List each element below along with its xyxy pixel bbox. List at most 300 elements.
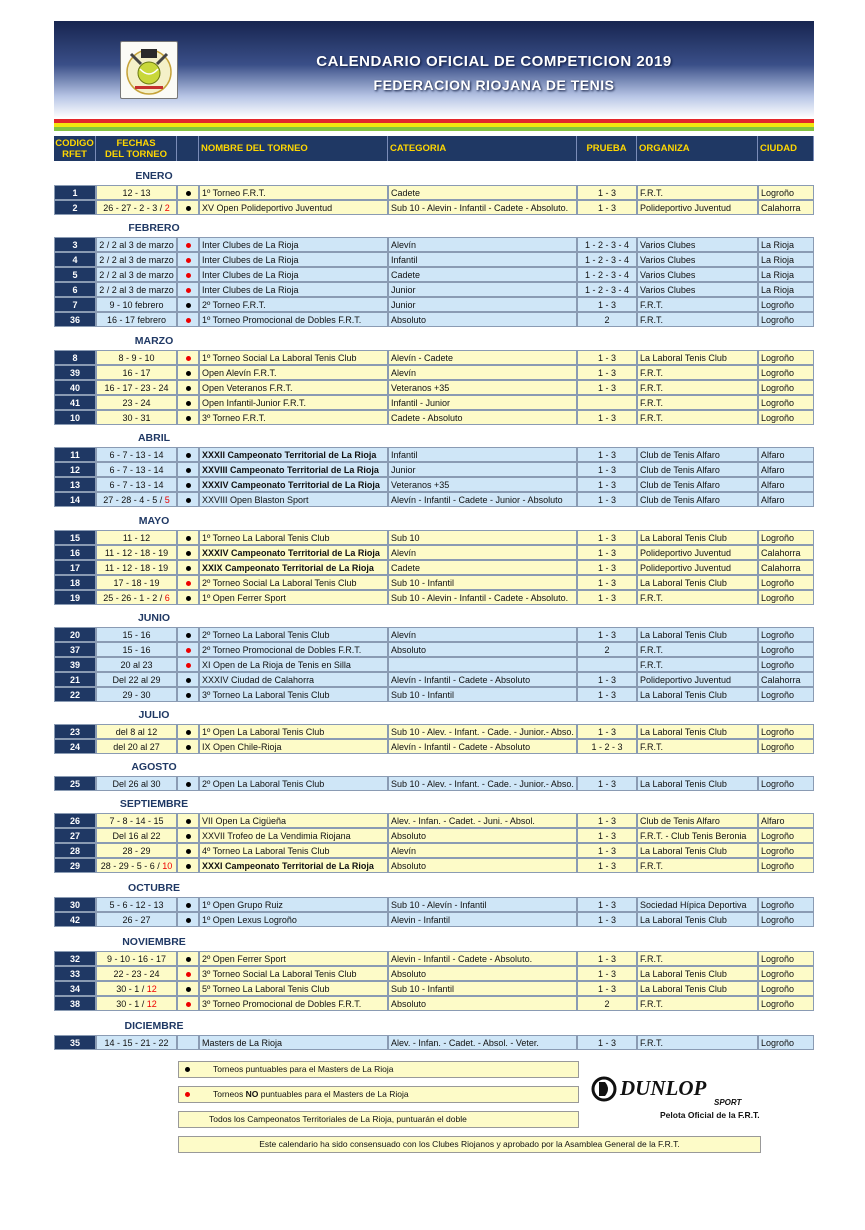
row-category: Cadete <box>388 185 577 200</box>
row-dates: 17 - 18 - 19 <box>96 575 177 590</box>
red-dot-icon <box>186 243 191 248</box>
red-dot-icon <box>186 1002 191 1007</box>
row-tournament-name: 1º Open La Laboral Tenis Club <box>199 724 388 739</box>
row-category: Alev. - Infan. - Cadet. - Juni. - Absol. <box>388 813 577 828</box>
table-row <box>54 447 814 462</box>
row-ciudad: Logroño <box>758 410 814 425</box>
row-tournament-name: Inter Clubes de La Rioja <box>199 282 388 297</box>
header-code: CODIGO RFET <box>54 136 96 161</box>
row-category: Sub 10 - Alevin - Infantil - Cadete - Absoluto. <box>388 590 577 605</box>
table-row <box>54 267 814 282</box>
row-category <box>388 657 577 672</box>
row-tournament-name: Inter Clubes de La Rioja <box>199 267 388 282</box>
row-dot-cell <box>177 966 199 981</box>
table-row <box>54 897 814 912</box>
row-organiza: F.R.T. <box>637 380 758 395</box>
row-code: 5 <box>54 267 96 282</box>
row-dates: 29 - 30 <box>96 687 177 702</box>
row-code: 36 <box>54 312 96 327</box>
row-prueba: 2 <box>577 642 637 657</box>
row-ciudad: Logroño <box>758 657 814 672</box>
row-code: 12 <box>54 462 96 477</box>
row-code: 28 <box>54 843 96 858</box>
black-dot-icon <box>186 834 191 839</box>
month-heading: DICIEMBRE <box>124 1020 184 1032</box>
black-dot-icon <box>186 401 191 406</box>
row-dot-cell <box>177 724 199 739</box>
row-category: Alevin - Infantil - Cadete - Absoluto. <box>388 951 577 966</box>
row-category: Sub 10 - Alev. - Infant. - Cade. - Junior.- Abso. <box>388 776 577 791</box>
row-prueba: 1 - 3 <box>577 185 637 200</box>
row-dates: 14 - 15 - 21 - 22 <box>96 1035 177 1050</box>
row-dot-cell <box>177 365 199 380</box>
row-organiza: La Laboral Tenis Club <box>637 687 758 702</box>
row-dot-cell <box>177 545 199 560</box>
row-dates: 6 - 7 - 13 - 14 <box>96 462 177 477</box>
row-tournament-name: VII Open La Cigüeña <box>199 813 388 828</box>
row-ciudad: Logroño <box>758 380 814 395</box>
row-code: 11 <box>54 447 96 462</box>
row-category: Alevín <box>388 843 577 858</box>
row-prueba: 1 - 3 <box>577 1035 637 1050</box>
row-tournament-name: 4º Torneo La Laboral Tenis Club <box>199 843 388 858</box>
row-ciudad: Logroño <box>758 828 814 843</box>
black-dot-icon <box>186 416 191 421</box>
row-dates: 30 - 1 / 12 <box>96 981 177 996</box>
black-dot-icon <box>186 551 191 556</box>
row-dates: del 8 al 12 <box>96 724 177 739</box>
red-dot-icon <box>186 318 191 323</box>
row-category: Veteranos +35 <box>388 380 577 395</box>
red-dot-icon <box>186 288 191 293</box>
row-dot-cell <box>177 282 199 297</box>
row-prueba: 1 - 3 <box>577 380 637 395</box>
header-prueba: PRUEBA <box>577 136 637 161</box>
black-dot-icon <box>186 819 191 824</box>
row-organiza: F.R.T. <box>637 858 758 873</box>
row-category: Absoluto <box>388 828 577 843</box>
table-row <box>54 297 814 312</box>
row-prueba: 1 - 3 <box>577 672 637 687</box>
black-dot-icon <box>186 596 191 601</box>
row-organiza: Polideportivo Juventud <box>637 200 758 215</box>
legend-double <box>178 1111 579 1128</box>
row-ciudad: Alfaro <box>758 477 814 492</box>
row-category: Sub 10 - Infantil <box>388 981 577 996</box>
row-dates: 15 - 16 <box>96 627 177 642</box>
row-dot-cell <box>177 237 199 252</box>
row-ciudad: Logroño <box>758 843 814 858</box>
row-dot-cell <box>177 687 199 702</box>
row-ciudad: Alfaro <box>758 447 814 462</box>
row-organiza: Varios Clubes <box>637 237 758 252</box>
row-ciudad: Logroño <box>758 897 814 912</box>
black-dot-icon <box>186 633 191 638</box>
header-dot <box>177 136 199 161</box>
row-tournament-name: 1º Torneo La Laboral Tenis Club <box>199 530 388 545</box>
month-heading: MAYO <box>138 515 170 527</box>
table-row <box>54 560 814 575</box>
row-dates: 9 - 10 - 16 - 17 <box>96 951 177 966</box>
row-code: 14 <box>54 492 96 507</box>
row-tournament-name: Masters de La Rioja <box>199 1035 388 1050</box>
table-row <box>54 200 814 215</box>
red-dot-icon <box>186 972 191 977</box>
row-dates: Del 16 al 22 <box>96 828 177 843</box>
row-dot-cell <box>177 200 199 215</box>
row-organiza: La Laboral Tenis Club <box>637 966 758 981</box>
row-organiza: F.R.T. - Club Tenis Beronia <box>637 828 758 843</box>
red-dot-icon <box>186 273 191 278</box>
row-organiza: La Laboral Tenis Club <box>637 912 758 927</box>
row-category: Alevín - Infantil - Cadete - Absoluto <box>388 739 577 754</box>
row-tournament-name: 2º Torneo La Laboral Tenis Club <box>199 627 388 642</box>
row-dot-cell <box>177 642 199 657</box>
black-dot-icon <box>186 918 191 923</box>
table-row <box>54 590 814 605</box>
table-row <box>54 462 814 477</box>
row-dot-cell <box>177 297 199 312</box>
row-organiza: F.R.T. <box>637 395 758 410</box>
row-prueba: 1 - 3 <box>577 575 637 590</box>
row-dot-cell <box>177 575 199 590</box>
row-code: 21 <box>54 672 96 687</box>
row-dot-cell <box>177 410 199 425</box>
table-row <box>54 912 814 927</box>
row-tournament-name: XXVIII Campeonato Territorial de La Rioja <box>199 462 388 477</box>
row-category: Infantil <box>388 447 577 462</box>
black-dot-icon <box>186 483 191 488</box>
row-tournament-name: 3º Torneo F.R.T. <box>199 410 388 425</box>
row-ciudad: Logroño <box>758 350 814 365</box>
table-row <box>54 813 814 828</box>
dunlop-sport: SPORT <box>714 1098 742 1107</box>
row-dates: 12 - 13 <box>96 185 177 200</box>
table-header <box>54 136 814 161</box>
row-dates: 25 - 26 - 1 - 2 / 6 <box>96 590 177 605</box>
row-code: 6 <box>54 282 96 297</box>
row-ciudad: Alfaro <box>758 492 814 507</box>
red-dot-icon <box>186 356 191 361</box>
row-prueba: 1 - 3 <box>577 828 637 843</box>
row-organiza: Club de Tenis Alfaro <box>637 477 758 492</box>
header-dates: FECHAS DEL TORNEO <box>96 136 177 161</box>
row-organiza: Club de Tenis Alfaro <box>637 462 758 477</box>
red-dot-icon <box>186 663 191 668</box>
row-dot-cell <box>177 530 199 545</box>
row-category: Absoluto <box>388 966 577 981</box>
row-dates: 26 - 27 - 2 - 3 / 2 <box>96 200 177 215</box>
black-dot-icon <box>186 864 191 869</box>
row-dates: 6 - 7 - 13 - 14 <box>96 447 177 462</box>
row-category: Absoluto <box>388 858 577 873</box>
month-heading: MARZO <box>134 335 174 347</box>
row-category: Infantil - Junior <box>388 395 577 410</box>
row-tournament-name: IX Open Chile-Rioja <box>199 739 388 754</box>
table-row <box>54 996 814 1011</box>
row-code: 16 <box>54 545 96 560</box>
header-banner <box>54 21 814 118</box>
legend-black <box>178 1061 579 1078</box>
row-organiza: F.R.T. <box>637 951 758 966</box>
row-code: 20 <box>54 627 96 642</box>
month-heading: ENERO <box>135 170 173 182</box>
row-organiza: La Laboral Tenis Club <box>637 530 758 545</box>
row-dates: 2 / 2 al 3 de marzo <box>96 252 177 267</box>
row-ciudad: Logroño <box>758 312 814 327</box>
row-organiza: F.R.T. <box>637 1035 758 1050</box>
row-category: Junior <box>388 462 577 477</box>
row-prueba: 1 - 2 - 3 - 4 <box>577 282 637 297</box>
row-tournament-name: 2º Torneo Social La Laboral Tenis Club <box>199 575 388 590</box>
dunlop-tagline: Pelota Oficial de la F.R.T. <box>660 1110 760 1120</box>
row-ciudad: Logroño <box>758 185 814 200</box>
row-dot-cell <box>177 447 199 462</box>
red-dot-icon <box>186 648 191 653</box>
table-row <box>54 828 814 843</box>
row-code: 24 <box>54 739 96 754</box>
row-prueba: 1 - 3 <box>577 813 637 828</box>
row-ciudad: Logroño <box>758 858 814 873</box>
row-dates: Del 22 al 29 <box>96 672 177 687</box>
table-row <box>54 252 814 267</box>
legend-double-text: Todos los Campeonatos Territoriales de La Rioja, puntuarán el doble <box>209 1114 467 1124</box>
black-dot-icon <box>186 987 191 992</box>
table-row <box>54 365 814 380</box>
table-row <box>54 477 814 492</box>
row-dates: 20 al 23 <box>96 657 177 672</box>
row-code: 33 <box>54 966 96 981</box>
row-tournament-name: 2º Open Ferrer Sport <box>199 951 388 966</box>
row-prueba: 1 - 3 <box>577 297 637 312</box>
row-dates: 11 - 12 - 18 - 19 <box>96 545 177 560</box>
row-tournament-name: 3º Torneo Social La Laboral Tenis Club <box>199 966 388 981</box>
row-ciudad: Logroño <box>758 530 814 545</box>
row-prueba: 1 - 3 <box>577 200 637 215</box>
row-code: 30 <box>54 897 96 912</box>
row-tournament-name: XXXI Campeonato Territorial de La Rioja <box>199 858 388 873</box>
row-code: 2 <box>54 200 96 215</box>
row-code: 41 <box>54 395 96 410</box>
row-dot-cell <box>177 828 199 843</box>
color-stripes <box>54 119 814 131</box>
row-dot-cell <box>177 858 199 873</box>
row-category: Cadete - Absoluto <box>388 410 577 425</box>
row-tournament-name: Inter Clubes de La Rioja <box>199 252 388 267</box>
row-organiza: F.R.T. <box>637 365 758 380</box>
row-prueba: 1 - 3 <box>577 462 637 477</box>
row-ciudad: Alfaro <box>758 462 814 477</box>
row-organiza: La Laboral Tenis Club <box>637 981 758 996</box>
row-dates: 9 - 10 febrero <box>96 297 177 312</box>
month-heading: ABRIL <box>137 432 171 444</box>
row-category: Sub 10 - Infantil <box>388 575 577 590</box>
row-code: 23 <box>54 724 96 739</box>
row-dates: 16 - 17 febrero <box>96 312 177 327</box>
month-heading: AGOSTO <box>131 761 177 773</box>
table-row <box>54 410 814 425</box>
row-dates: 30 - 31 <box>96 410 177 425</box>
row-category: Sub 10 - Alevin - Infantil - Cadete - Absoluto. <box>388 200 577 215</box>
row-category: Alevín <box>388 237 577 252</box>
row-prueba: 1 - 3 <box>577 858 637 873</box>
legend-black-text: Torneos puntuables para el Masters de La Rioja <box>213 1064 394 1074</box>
table-row <box>54 672 814 687</box>
row-category: Sub 10 <box>388 530 577 545</box>
row-ciudad: Logroño <box>758 912 814 927</box>
row-dot-cell <box>177 380 199 395</box>
legend-red <box>178 1086 579 1103</box>
row-tournament-name: 2º Torneo Promocional de Dobles F.R.T. <box>199 642 388 657</box>
black-dot-icon <box>186 745 191 750</box>
row-organiza: F.R.T. <box>637 996 758 1011</box>
row-prueba: 1 - 3 <box>577 951 637 966</box>
row-prueba: 1 - 3 <box>577 350 637 365</box>
black-dot-icon <box>186 453 191 458</box>
row-dot-cell <box>177 560 199 575</box>
row-organiza: Varios Clubes <box>637 282 758 297</box>
table-row <box>54 657 814 672</box>
row-prueba: 2 <box>577 996 637 1011</box>
row-code: 39 <box>54 365 96 380</box>
black-dot-icon <box>186 678 191 683</box>
row-dot-cell <box>177 843 199 858</box>
row-prueba: 1 - 3 <box>577 687 637 702</box>
row-organiza: F.R.T. <box>637 642 758 657</box>
row-dot-cell <box>177 776 199 791</box>
row-tournament-name: 1º Open Ferrer Sport <box>199 590 388 605</box>
row-ciudad: Calahorra <box>758 560 814 575</box>
legend-red-text: Torneos NO puntuables para el Masters de La Rioja <box>213 1089 409 1099</box>
row-code: 32 <box>54 951 96 966</box>
row-prueba: 1 - 3 <box>577 966 637 981</box>
row-organiza: Varios Clubes <box>637 252 758 267</box>
row-prueba <box>577 657 637 672</box>
row-dot-cell <box>177 739 199 754</box>
row-organiza: Varios Clubes <box>637 267 758 282</box>
row-tournament-name: XXXIV Campeonato Territorial de La Rioja <box>199 545 388 560</box>
row-tournament-name: 2º Open La Laboral Tenis Club <box>199 776 388 791</box>
row-code: 25 <box>54 776 96 791</box>
table-row <box>54 185 814 200</box>
black-dot-icon <box>186 386 191 391</box>
row-dates: 8 - 9 - 10 <box>96 350 177 365</box>
row-dates: 15 - 16 <box>96 642 177 657</box>
table-row <box>54 843 814 858</box>
row-category: Alevin - Infantil <box>388 912 577 927</box>
row-category: Alevín - Infantil - Cadete - Absoluto <box>388 672 577 687</box>
row-ciudad: Logroño <box>758 642 814 657</box>
row-ciudad: Calahorra <box>758 672 814 687</box>
row-organiza: Polideportivo Juventud <box>637 560 758 575</box>
table-row <box>54 739 814 754</box>
row-dot-cell <box>177 1035 199 1050</box>
row-prueba: 1 - 3 <box>577 477 637 492</box>
row-prueba: 1 - 3 <box>577 724 637 739</box>
row-dot-cell <box>177 627 199 642</box>
row-prueba <box>577 395 637 410</box>
row-code: 4 <box>54 252 96 267</box>
month-heading: NOVIEMBRE <box>122 936 186 948</box>
row-code: 7 <box>54 297 96 312</box>
row-tournament-name: 1º Torneo Promocional de Dobles F.R.T. <box>199 312 388 327</box>
row-tournament-name: Open Infantil-Junior F.R.T. <box>199 395 388 410</box>
row-dot-cell <box>177 981 199 996</box>
header-ciudad: CIUDAD <box>758 136 814 161</box>
row-prueba: 1 - 2 - 3 - 4 <box>577 252 637 267</box>
row-dot-cell <box>177 897 199 912</box>
row-organiza: F.R.T. <box>637 297 758 312</box>
black-dot-icon <box>186 206 191 211</box>
row-ciudad: Logroño <box>758 575 814 590</box>
row-code: 3 <box>54 237 96 252</box>
table-row <box>54 1035 814 1050</box>
row-prueba: 1 - 2 - 3 - 4 <box>577 237 637 252</box>
row-organiza: Sociedad Hípica Deportiva <box>637 897 758 912</box>
row-code: 39 <box>54 657 96 672</box>
row-dot-cell <box>177 185 199 200</box>
row-dot-cell <box>177 912 199 927</box>
row-code: 19 <box>54 590 96 605</box>
row-dot-cell <box>177 672 199 687</box>
row-organiza: La Laboral Tenis Club <box>637 843 758 858</box>
row-category: Junior <box>388 297 577 312</box>
row-prueba: 1 - 3 <box>577 530 637 545</box>
row-code: 38 <box>54 996 96 1011</box>
row-organiza: Polideportivo Juventud <box>637 545 758 560</box>
row-dot-cell <box>177 813 199 828</box>
table-row <box>54 312 814 327</box>
row-prueba: 1 - 3 <box>577 897 637 912</box>
row-dot-cell <box>177 312 199 327</box>
row-dates: 7 - 8 - 14 - 15 <box>96 813 177 828</box>
row-dates: Del 26 al 30 <box>96 776 177 791</box>
row-tournament-name: Open Veteranos F.R.T. <box>199 380 388 395</box>
row-dot-cell <box>177 951 199 966</box>
row-tournament-name: 1º Torneo Social La Laboral Tenis Club <box>199 350 388 365</box>
row-prueba: 1 - 3 <box>577 560 637 575</box>
row-organiza: La Laboral Tenis Club <box>637 776 758 791</box>
row-ciudad: Logroño <box>758 297 814 312</box>
row-category: Alevín - Infantil - Cadete - Junior - Absoluto <box>388 492 577 507</box>
row-category: Junior <box>388 282 577 297</box>
table-row <box>54 642 814 657</box>
row-dates: 11 - 12 <box>96 530 177 545</box>
black-dot-icon <box>185 1067 190 1072</box>
table-row <box>54 981 814 996</box>
legend-consensus: Este calendario ha sido consensuado con los Clubes Riojanos y aprobado por la Asamblea General de la F.R.T. <box>178 1136 761 1153</box>
row-tournament-name: 1º Open Grupo Ruiz <box>199 897 388 912</box>
black-dot-icon <box>186 468 191 473</box>
row-tournament-name: XXIX Campeonato Territorial de La Rioja <box>199 560 388 575</box>
table-row <box>54 237 814 252</box>
row-tournament-name: XXXIV Ciudad de Calahorra <box>199 672 388 687</box>
row-category: Absoluto <box>388 996 577 1011</box>
row-organiza: La Laboral Tenis Club <box>637 575 758 590</box>
header-name: NOMBRE DEL TORNEO <box>199 136 388 161</box>
row-code: 1 <box>54 185 96 200</box>
row-tournament-name: 5º Torneo La Laboral Tenis Club <box>199 981 388 996</box>
row-ciudad: Calahorra <box>758 545 814 560</box>
black-dot-icon <box>186 536 191 541</box>
row-ciudad: Logroño <box>758 627 814 642</box>
row-code: 8 <box>54 350 96 365</box>
row-organiza: La Laboral Tenis Club <box>637 350 758 365</box>
row-category: Sub 10 - Alev. - Infant. - Cade. - Junior.- Abso. <box>388 724 577 739</box>
black-dot-icon <box>186 566 191 571</box>
table-row <box>54 282 814 297</box>
row-tournament-name: XXXIV Campeonato Territorial de La Rioja <box>199 477 388 492</box>
